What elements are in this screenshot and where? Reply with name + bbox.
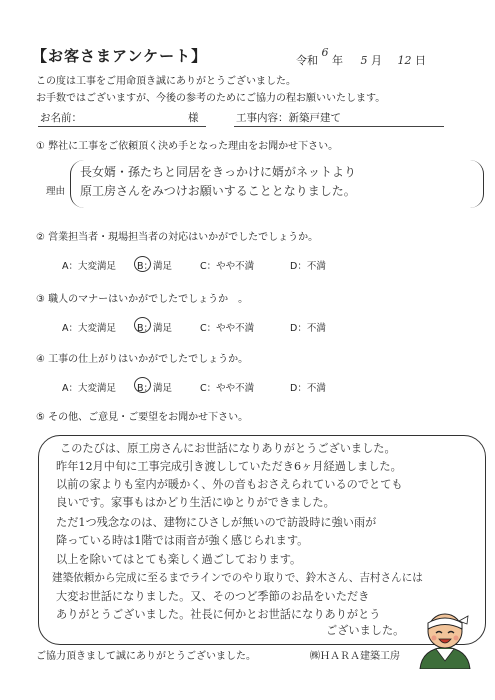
q3-option-a[interactable]: A：大変満足 (62, 323, 116, 334)
date-year-label: 年 (332, 54, 343, 67)
comment-line-8: 建築依頼から完成に至るまでラインでのやり取りで、鈴木さん、吉村さんには (52, 572, 423, 584)
reason-label: 理由 (46, 186, 66, 197)
comment-line-3: 以前の家よりも室内が暖かく、外の音もおさえられているのでとても (56, 478, 403, 491)
date-era: 令和 (296, 54, 318, 67)
comment-line-9: 大変お世話になりました。又、そのつど季節のお品をいただき (56, 590, 370, 603)
q2-option-d[interactable]: D：不満 (290, 261, 326, 272)
comment-line-4: 良いです。家事もはかどり生活にゆとりができました。 (56, 496, 335, 509)
comment-line-7: 以上を除いてはとても楽しく過ごしております。 (56, 553, 302, 566)
q3-option-b[interactable]: B：満足 (137, 323, 173, 334)
q4-option-c[interactable]: C：やや不満 (200, 383, 255, 394)
q3-option-d[interactable]: D：不満 (290, 323, 326, 334)
work-type: 工事内容：新築戸建て (236, 112, 341, 124)
name-underline (38, 126, 206, 127)
q2-option-a[interactable]: A：大変満足 (62, 261, 116, 272)
mascot-illustration (412, 603, 478, 669)
comment-line-1: このたびは、原工房さんにお世話になりありがとうございました。 (60, 442, 396, 455)
comment-line-6: 降っている時は1階では雨音が強く感じられます。 (56, 534, 309, 547)
q2-option-b[interactable]: B：満足 (137, 261, 173, 272)
work-underline (234, 126, 444, 127)
q4-option-a[interactable]: A：大変満足 (62, 383, 116, 394)
footer-thanks: ご協力頂きまして誠にありがとうございました。 (36, 651, 256, 662)
survey-date (296, 46, 426, 68)
question-3: ③ 職人のマナーはいかがでしたでしょうか 。 (36, 294, 249, 305)
intro-line-2: お手数ではございますが、今後の参考のためにご協力の程お願いいたします。 (36, 93, 386, 104)
question-2: ② 営業担当者・現場担当者の対応はいかがでしたでしょうか。 (36, 232, 319, 243)
intro-line-1: この度は工事をご用命頂き誠にありがとうございました。 (36, 76, 296, 87)
comment-line-11: ございました。 (326, 624, 405, 637)
date-day-value: 12 (397, 54, 412, 67)
name-honorific: 様 (188, 112, 199, 124)
question-1: ① 弊社に工事をご依頼頂く決め手となった理由をお聞かせ下さい。 (36, 141, 339, 152)
survey-title: 【お客さまアンケート】 (32, 47, 208, 65)
q4-option-b[interactable]: B：満足 (137, 383, 173, 394)
date-month-value: 5 (360, 54, 368, 67)
question-5: ⑤ その他、ご意見・ご要望をお聞かせ下さい。 (36, 412, 249, 423)
comment-line-2: 昨年12月中旬に工事完成引き渡ししていただき6ヶ月経過しました。 (56, 460, 402, 473)
q2-option-c[interactable]: C：やや不満 (200, 261, 255, 272)
q4-option-d[interactable]: D：不満 (290, 383, 326, 394)
comment-line-10: ありがとうございました。社長に何かとお世話になりありがとう (56, 608, 381, 621)
reason-answer-line-2: 原工房さんをみつけお願いすることとなりました。 (80, 184, 356, 198)
date-day-label: 日 (415, 54, 426, 67)
name-label: お名前： (40, 112, 82, 124)
date-month-label: 月 (371, 54, 382, 67)
date-year-value: 6 (321, 46, 329, 59)
company-name: ㈱ＨＡＲＡ建築工房 (310, 651, 400, 662)
q3-option-c[interactable]: C：やや不満 (200, 323, 255, 334)
reason-answer-line-1: 長女婿・孫たちと同居をきっかけに婿がネットより (80, 165, 357, 179)
comment-line-5: ただ1つ残念なのは、建物にひさしが無いので訪設時に強い雨が (56, 516, 377, 529)
question-4: ④ 工事の仕上がりはいかがでしたでしょうか。 (36, 354, 249, 365)
